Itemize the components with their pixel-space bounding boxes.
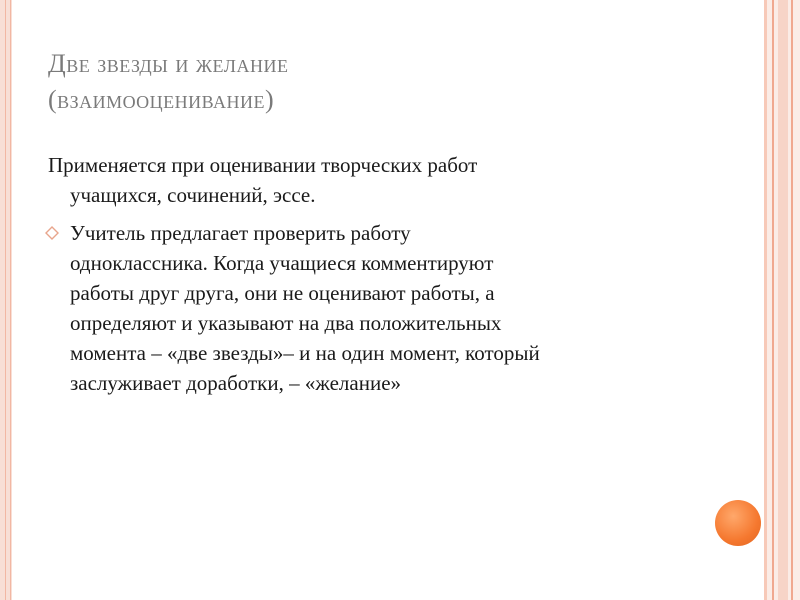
paragraph-line: Применяется при оценивании творческих работ (48, 153, 478, 177)
left-frame-stripe (10, 0, 11, 600)
slide-title (48, 46, 688, 118)
paragraph-line: учащихся, сочинений, эссе. (70, 183, 316, 207)
paragraph-usage (48, 150, 708, 210)
left-frame-stripe (5, 0, 6, 600)
bullet-item-procedure (48, 218, 708, 398)
bullet-item-line: одноклассника. Когда учащиеся комментируют (70, 251, 494, 275)
bullet-item-line: момента – «две звезды»– и на один момент, который (70, 341, 540, 365)
bullet-item-line: определяют и указывают на два положительных (70, 311, 502, 335)
orange-circle-decoration (715, 500, 761, 546)
slide-title-line: Две звезды и желание (48, 49, 289, 78)
slide-title-line: (взаимооценивание) (48, 85, 275, 114)
slide-body (48, 150, 708, 406)
right-frame-stripe (772, 0, 774, 600)
bullet-item-line: Учитель предлагает проверить работу (70, 221, 411, 245)
right-frame-stripe (764, 0, 767, 600)
bullet-item-line: заслуживает доработки, – «желание» (70, 371, 402, 395)
right-frame-decoration (764, 0, 800, 600)
diamond-outline-icon (42, 223, 62, 243)
left-frame-decoration (0, 0, 12, 600)
right-frame-stripe (791, 0, 793, 600)
bullet-item-line: работы друг друга, они не оценивают работы, а (70, 281, 495, 305)
right-frame-stripe (778, 0, 788, 600)
